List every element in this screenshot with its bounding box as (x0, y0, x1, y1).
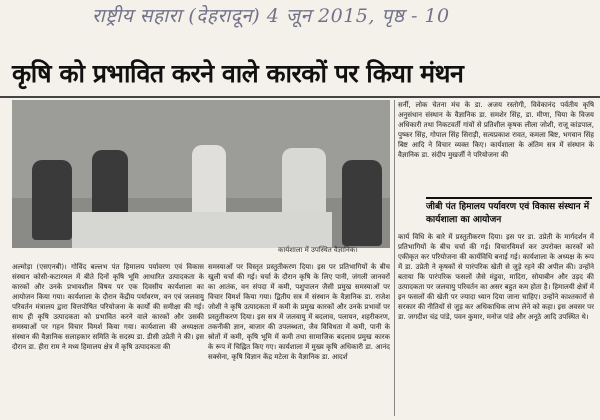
photo-person (92, 150, 128, 220)
article-column-left-2: समस्याओं पर विस्तृत प्रस्तुतीकरण दिया। इस पर प्रतिभागियों के बीच खुली चर्चा की गई। चर्चा के दौरान कृषि के लिए पानी, जंगली जानवरों का आतंक, वन संपदा में कमी, पशुपालन जैसी प्रमुख समस्याओं पर विचार विमर्श किया गया। द्वितीय सत्र में संस्थान के वैज्ञानिक डा. राजेश जोशी ने कृषि उत्पादकता में कमी के प्रमुख कारकों और उनके प्रभावों पर प्रस्तुतीकरण दिया। इस सत्र में जलवायु में बदलाव, पलायन, शहरीकरण, तकनीकी ज्ञान, बाजार की उपलब्धता, जैव विविधता में कमी, पानी के स्रोतों में कमी, कृषि भूमि में कमी तथा सामाजिक बदलाव प्रमुख कारक के रूप में चिह्नित किए गए। कार्यशाला में मुख्य कृषि अधिकारी डा. आनंद सक्सेना, कृषि विज्ञान केंद्र मटेला के वैज्ञानिक डा. आदर्श (208, 263, 390, 361)
article-column-right-top: सर्नी, लोक चेतना मंच के डा. अजय रस्तोगी, विवेकानंद पर्वतीय कृषि अनुसंधान संस्थान के वैज्ञानिक डा. समशेर सिंह, डा. मीणा, चिया के विजय अधिकारी तथा निकटवर्ती गांवों से प्रतिशील कृषक लीला जोशी, राजू कांडपाल, पुष्कर सिंह, गोपाल सिंह सिराड़ी, सत्यप्रकाश रावत, कमला बिष्ट, भगवान सिंह बिष्ट आदि ने विचार व्यक्त किए। कार्यशाला के अंतिम सत्र में संस्थान के वैज्ञानिक डा. संदीप मुखर्जी ने परियोजना की (398, 101, 594, 159)
subheading: जीबी पंत हिमालय पर्यावरण एवं विकास संस्थान में कार्यशाला का आयोजन (426, 197, 592, 231)
headline: कृषि को प्रभावित करने वाले कारकों पर किया मंथन (12, 59, 464, 88)
article-column-right-bottom: कार्य विधि के बारे में प्रस्तुतीकरण दिया। इस पर डा. उप्रेती के मार्गदर्शन में प्रतिभागियों के बीच चर्चा की गई। विचारविमर्श कर उपरोक्त कारकों को एकीकृत कर परियोजना की कार्यविधि बनाई गई। कार्यशाला के अध्यक्ष के रूप में डा. उप्रेती ने कृषकों से पारंपरिक खेती से जुड़े रहने की अपील की। उन्होंने बताया कि पारंपरिक फसलों जैसे मंडुवा, मादिरा, सोयाबीन और उड़द की उत्पादकता पर जलवायु परिवर्तन का असर बहुत कम होता है। हिमालयी क्षेत्रों में इन फसलों की खेती पर ज्यादा ध्यान दिया जाना चाहिए। उन्होंने काश्तकारों से सरकार की नीतियों से जुड़ कर अधिकाधिक लाभ लेने को कहा। इस अवसर पर डा. जगदीश चंद्र पांडे, पवन कुमार, मनोज पांडे और अनूठे आदि उपस्थित थे। (398, 233, 594, 321)
photo-person (342, 160, 382, 246)
headline-rule (0, 96, 600, 98)
column-divider (394, 100, 395, 416)
handwritten-source-note: राष्ट्रीय सहारा (देहरादून) 4 जून 2015, पृष्ठ - 10 (92, 5, 450, 27)
photo-caption: कार्यशाला में उपस्थित वैज्ञानिक। (278, 246, 358, 254)
article-column-left-1: अल्मोड़ा (एसएनबी)। गोविंद बल्लभ पंत हिमालय पर्यावरण एवं विकास संस्थान कोसी-कटारमल में बीते दिनों कृषि भूमि आधारित उत्पादकता के कारकों और उनके प्रभावशील विषय पर एक दिवसीय कार्यशाला का आयोजन किया गया। कार्यशाला के दौरान केंद्रीय पर्यावरण, वन एवं जलवायु परिवर्तन मंत्रालय द्वारा वित्तपोषित परियोजना के कार्यों की समीक्षा की गई। साथ ही कृषि उत्पादकता को प्रभावित करने वाले कारकों और उसकी समस्याओं पर गहन विचार विमर्श किया गया। कार्यशाला की अध्यक्षता संस्थान की वैज्ञानिक सलाहकार समिति के सदस्य डा. डीसी उप्रेती ने की। इस दौरान डा. हीरा राम ने मध्य हिमालय क्षेत्र में कृषि उत्पादकता की (12, 263, 204, 351)
photo-person (192, 145, 226, 215)
photo-person (32, 160, 72, 240)
workshop-photo (12, 100, 390, 248)
photo-table (72, 212, 332, 248)
